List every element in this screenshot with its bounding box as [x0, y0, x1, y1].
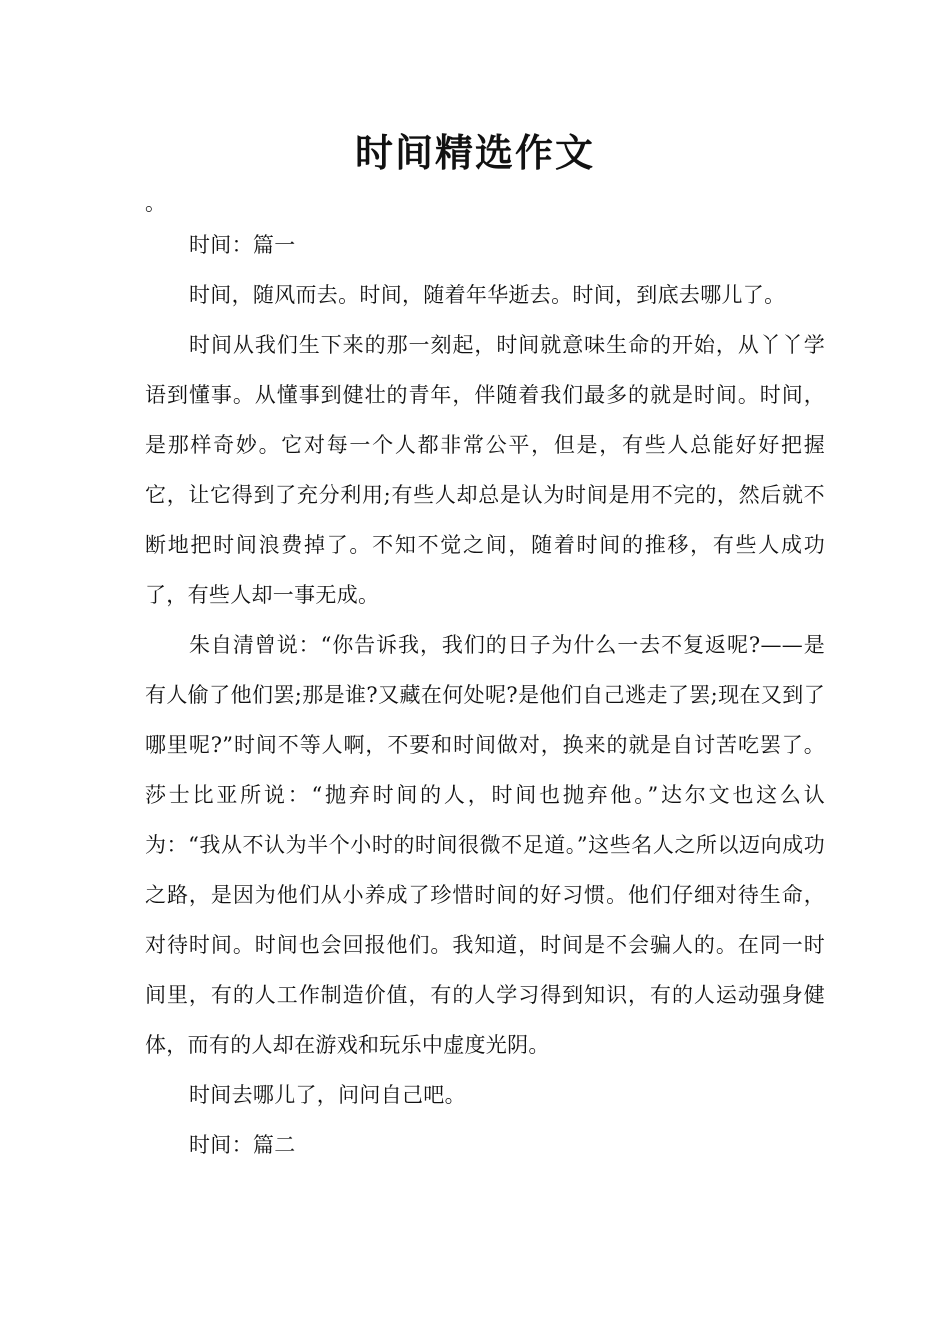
section-heading-part-two: 时间：篇二 [189, 1133, 296, 1157]
document-body [145, 186, 825, 1170]
stray-period-mark: 。 [145, 191, 166, 215]
paragraph-2: 时间从我们生下来的那一刻起，时间就意味生命的开始，从丫丫学语到懂事。从懂事到健壮的青年，伴随着我们最多的就是时间。时间，是那样奇妙。它对每一个人都非常公平，但是，有些人总能好好把握它，让它得到了充分利用;有些人却总是认为时间是用不完的，然后就不断地把时间浪费掉了。不知不觉之间，随着时间的推移，有些人成功了，有些人却一事无成。 [145, 333, 825, 607]
paragraph-1: 时间，随风而去。时间，随着年华逝去。时间，到底去哪儿了。 [189, 283, 786, 307]
paragraph-4: 时间去哪儿了，问问自己吧。 [189, 1083, 466, 1107]
document-title: 时间精选作文 [354, 131, 595, 175]
paragraph-3: 朱自清曾说：“你告诉我，我们的日子为什么一去不复返呢?——是有人偷了他们罢;那是谁?又藏在何处呢?是他们自己逃走了罢;现在又到了哪里呢?”时间不等人啊，不要和时间做对，换来的就是自讨苦吃罢了。莎士比亚所说：“抛弃时间的人，时间也抛弃他。”达尔文也这么认为：“我从不认为半个小时的时间很微不足道。”这些名人之所以迈向成功之路，是因为他们从小养成了珍惜时间的好习惯。他们仔细对待生命，对待时间。时间也会回报他们。我知道，时间是不会骗人的。在同一时间里，有的人工作制造价值，有的人学习得到知识，有的人运动强身健体，而有的人却在游戏和玩乐中虚度光阴。 [145, 633, 825, 1057]
section-heading-part-one: 时间：篇一 [189, 233, 296, 257]
